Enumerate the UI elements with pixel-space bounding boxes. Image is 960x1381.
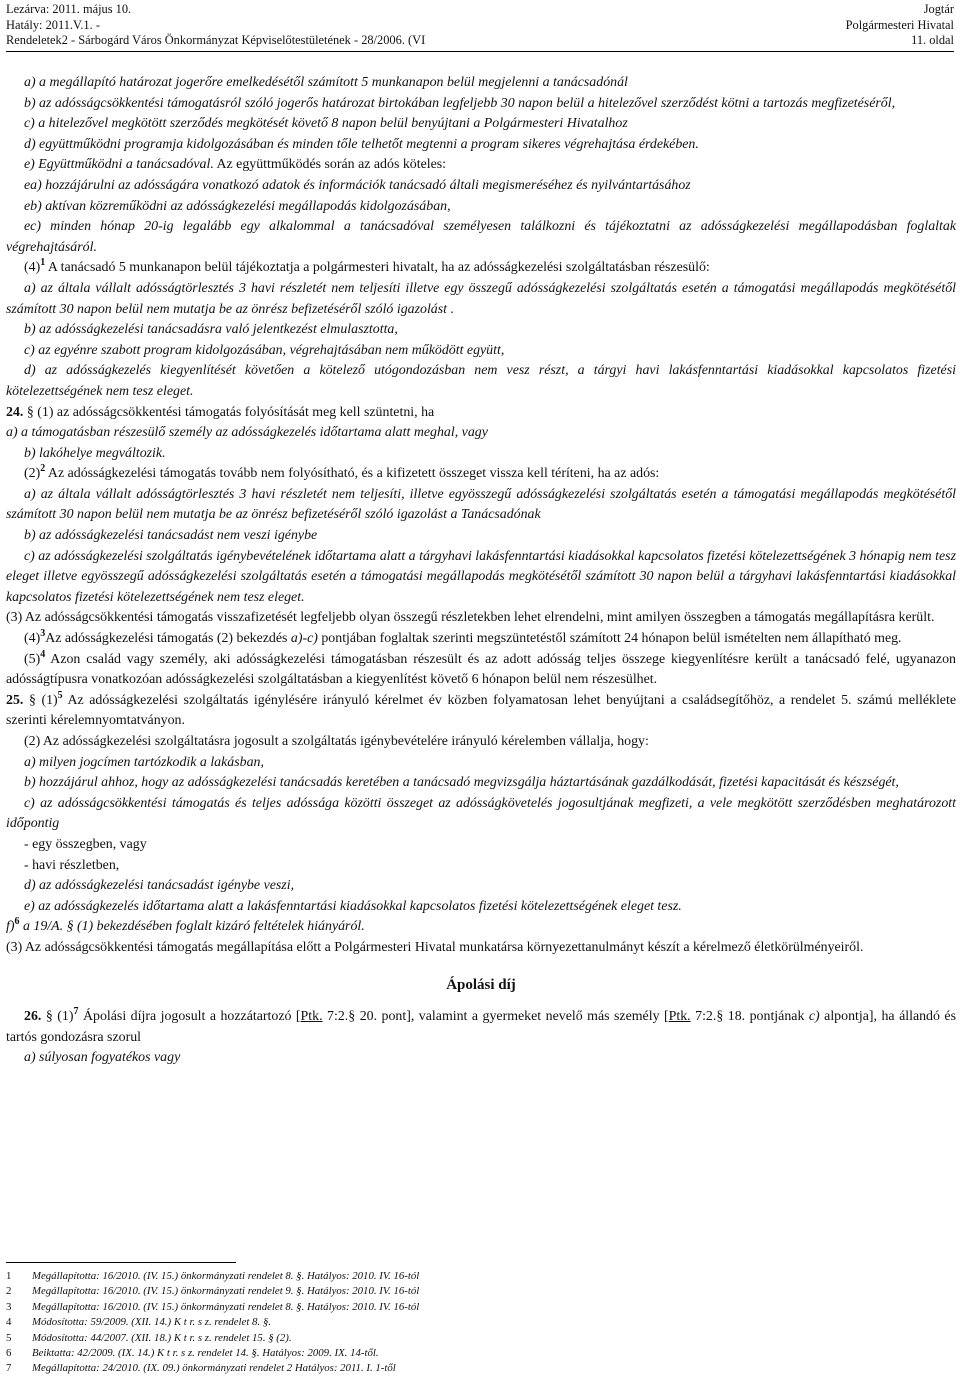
clause-c: c) a hitelezővel megkötött szerződés megkötését követő 8 napon belül benyújtani a Polgármesteri Hivatalhoz	[24, 116, 628, 132]
clause-ea: ea) hozzájárulni az adósságára vonatkozó adatok és információk tanácsadó általi megismeréséhez és nyilvántartásához	[24, 177, 691, 193]
section-24-b: b) lakóhelye megváltozik.	[24, 445, 166, 461]
document-reference: Rendeletek2 - Sárbogárd Város Önkormányzat Képviselőtestületének - 28/2006. (VI	[6, 33, 426, 47]
section-25-2-c: c) az adósságcsökkentési támogatás és teljes adóssága közötti összeget az adósságkövetelés jogosultjának megfizeti, a vele megkötött szerződésben meghatározott időpontig	[6, 795, 956, 832]
section-25-2: (2) Az adósságkezelési szolgáltatásra jogosult a szolgáltatás igénybevételére irányuló kérelemben vállalja, hogy:	[24, 734, 649, 749]
section-25-2-a: a) milyen jogcímen tartózkodik a lakásban,	[24, 754, 264, 770]
office-name: Polgármesteri Hivatal	[845, 17, 954, 32]
section-25-2-e: e) az adósságkezelés időtartama alatt a lakásfenntartási kiadásokkal kapcsolatos fizetési kötelezettségének eleget tesz.	[24, 898, 682, 914]
section-25-option-1: - egy összegben, vagy	[24, 836, 147, 852]
footnote-ref: 5	[57, 689, 63, 701]
clause-eb: eb) aktívan közreműködni az adósságkezelési megállapodás kidolgozásában,	[24, 198, 451, 214]
effective-date: Hatály: 2011.V.1. -	[6, 17, 100, 32]
section-25: 25. § $(1)^5$ Az adósságkezelési szolgáltatás igénylésére irányuló kérelmet év közben folyamatosan lehet benyújtani a családsegítőhöz, a rendelet 5. számú melléklete szerinti kérelemnyomtatványon.	[6, 689, 956, 729]
section-24-2: $(2)^2$ Az adósságkezelési támogatás tovább nem folyósítható, és a kifizetett összeget vissza kell téríteni, ha az adós:	[24, 463, 660, 482]
publisher: Jogtár	[923, 2, 954, 16]
header-divider	[6, 51, 954, 52]
page-number: 11. oldal	[911, 33, 954, 47]
header-left	[6, 2, 425, 49]
footnote-ref: 3	[40, 628, 46, 640]
section-25-2-f: f)$^6$ a 19/A. § (1) bekezdésében foglalt kizáró feltételek hiányáról.	[6, 916, 365, 935]
section-24: 24. § (1) az adósságcsökkentési támogatás folyósítását meg kell szüntetni, ha	[6, 404, 435, 420]
section-25-2-b: b) hozzájárul ahhoz, hogy az adósságkezelési tanácsadás keretében a tanácsadó megvizsgálja háztartásának gazdálkodását, fizetési kapacitását és készségét,	[24, 775, 899, 791]
section-24-3: (3) Az adósságcsökkentési támogatás visszafizetését legfeljebb olyan összegű részletekben lehet elrendelni, mint amilyen összegben a támogatás megállapításra került.	[6, 610, 935, 626]
ptk-link[interactable]: Ptk.	[300, 1009, 323, 1025]
footnotes	[6, 1269, 906, 1377]
section-26: 26. § $(1)^7$ Ápolási díjra jogosult a hozzátartozó [Ptk. 7:2.§ 20. pont], valamint a gyermeket nevelő más személy [Ptk. 7:2.§ 18. pontjának c) alpontja], ha állandó és tartós gondozásra szorul	[6, 1006, 957, 1045]
footnote-ref: 4	[40, 648, 46, 660]
footnote: 3 Megállapította: 16/2010. (IV. 15.) önkormányzati rendelet 8. §. Hatályos: 2010. IV. 16-tól	[6, 1300, 420, 1313]
footnote-ref: 1	[40, 257, 46, 269]
footnote-divider	[6, 1262, 236, 1263]
section-26-a: a) súlyosan fogyatékos vagy	[24, 1050, 181, 1066]
footnote-ref: 2	[40, 463, 46, 475]
section-25-3: (3) Az adósságcsökkentési támogatás megállapítása előtt a Polgármesteri Hivatal munkatársa környezettanulmányt készít a kérelmező életkörülményeiről.	[6, 939, 864, 955]
footnote: 2 Megállapította: 16/2010. (IV. 15.) önkormányzati rendelet 9. §. Hatályos: 2010. IV. 16-tól	[6, 1285, 420, 1298]
paragraph-4-d: d) az adósságkezelés kiegyenlítését követően a kötelező utógondozásban nem vesz részt, a tárgyi havi lakásfenntartási kiadásokkal kapcsolatos fizetési kötelezettségének nem tesz eleget.	[6, 363, 956, 399]
footnote: 7 Megállapította: 24/2010. (IX. 09.) önkormányzati rendelet 2 Hatályos: 2011. I. 1-től	[6, 1362, 396, 1375]
clause-b: b) az adósságcsökkentési támogatásról szóló jogerős határozat birtokában legfeljebb 30 napon belül a hitelezővel szerződést kötni a tartozás megfizetéséről,	[24, 95, 896, 111]
section-24-4: $(4)^3Az$ adósságkezelési támogatás (2) bekezdés a)-c) pontjában foglaltak szerinti megszüntetéstől számított 24 hónapon belül ismételten nem állapítható meg.	[24, 628, 902, 647]
header-right	[846, 2, 954, 49]
footnote: 1 Megállapította: 16/2010. (IV. 15.) önkormányzati rendelet 8. §. Hatályos: 2010. IV. 16-tól	[6, 1270, 420, 1282]
section-heading: Ápolási díj	[446, 976, 516, 993]
ptk-link[interactable]: Ptk.	[668, 1009, 691, 1025]
document-body	[6, 73, 956, 1069]
paragraph-4: $(4)^1$ A tanácsadó 5 munkanapon belül tájékoztatja a polgármesteri hivatalt, ha az adósságkezelési szolgáltatásban részesülő:	[24, 257, 710, 276]
section-24-2-a: a) az általa vállalt adósságtörlesztés 3 havi részletét nem teljesíti, illetve egyösszegű adósságkezelési szolgáltatás esetén a támogatási megállapodás megkötésétől számított 30 napon belül nem mutatja be az önrész befizetéséről szóló igazolást a Tanácsadónak	[6, 486, 956, 523]
paragraph-4-c: c) az egyénre szabott program kidolgozásában, végrehajtásában nem működött együtt,	[24, 342, 505, 358]
footnote-ref: 7	[73, 1006, 79, 1018]
closed-date: Lezárva: 2011. május 10.	[6, 2, 132, 16]
section-25-2-d: d) az adósságkezelési tanácsadást igénybe veszi,	[24, 878, 295, 894]
section-24-2-c: c) az adósságkezelési szolgáltatás igénybevételének időtartama alatt a tárgyhavi lakásfenntartási kiadásokkal kapcsolatos fizetési kötelezettségének 3 hónapig nem tesz eleget illetve egyösszegű adósságkezelési szolgáltatás esetén a támogatási megállapodás megkötésétől számított 30 napon belül a tárgyhavi lakásfenntartási kiadásokkal kapcsolatos fizetési kötelezettségének nem tesz eleget.	[6, 548, 956, 605]
section-24-a: a) a támogatásban részesülő személy az adósságkezelés időtartama alatt meghal, vagy	[6, 425, 488, 441]
clause-e: e) Együttműködni a tanácsadóval. Az együttműködés során az adós köteles:	[24, 157, 447, 173]
paragraph-4-b: b) az adósságkezelési tanácsadásra való jelentkezést elmulasztotta,	[24, 322, 398, 338]
section-24-5: $(5)^4$ Azon család vagy személy, aki adósságkezelési támogatásban részesült és az adott adósság teljes összege kiegyenlítésre került a tanácsadó felé, ugyanazon adósságtípusra vonatkozóan adósságkezelési szolgáltatásban a kiegyenlítést követő 6 hónapon belül nem részesülhet.	[6, 648, 956, 688]
footnote-ref: 6	[14, 916, 20, 928]
clause-ec: ec) minden hónap 20-ig legalább egy alkalommal a tanácsadóval személyesen találkozni és tájékoztatni az adósságkezelési megállapodásban foglaltak végrehajtásáról.	[6, 219, 956, 255]
section-24-2-b: b) az adósságkezelési tanácsadást nem veszi igénybe	[24, 528, 318, 544]
footnote: 4 Módosította: 59/2009. (XII. 14.) K t r. s z. rendelet 8. §.	[6, 1316, 271, 1329]
clause-a: a) a megállapító határozat jogerőre emelkedésétől számított 5 munkanapon belül megjelenni a tanácsadónál	[24, 75, 628, 90]
footnote: 5 Módosította: 44/2007. (XII. 18.) K t r. s z. rendelet 15. § (2).	[6, 1331, 292, 1344]
paragraph-4-a: a) az általa vállalt adósságtörlesztés 3 havi részletét nem teljesíti illetve egy összegű adósságkezelési szolgáltatás esetén a támogatási megállapodás megkötésétől számított 30 napon belül nem mutatja be az önrész befizetéséről szóló igazolást .	[6, 280, 956, 317]
section-25-option-2: - havi részletben,	[24, 857, 120, 873]
footnote: 6 Beiktatta: 42/2009. (IX. 14.) K t r. s z. rendelet 14. §. Hatályos: 2009. IX. 14-től.	[6, 1347, 379, 1360]
clause-d: d) együttműködni programja kidolgozásában és minden tőle telhetőt megtenni a program sikeres végrehajtása érdekében.	[24, 136, 699, 152]
